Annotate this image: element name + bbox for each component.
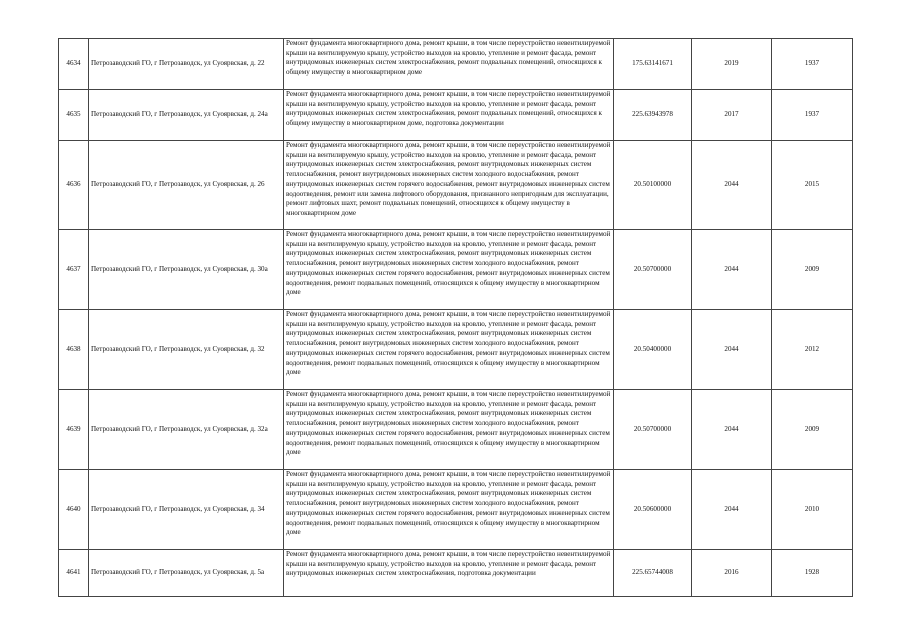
table-row — [59, 90, 853, 141]
build-year-cell: 2010 — [772, 470, 853, 550]
build-year-cell: 2009 — [772, 230, 853, 310]
build-year-cell: 1937 — [772, 90, 853, 141]
build-year-cell: 2015 — [772, 141, 853, 230]
plan-year-cell: 2044 — [692, 390, 772, 470]
cost-cell: 175.63141671 — [614, 39, 692, 90]
table-row — [59, 390, 853, 470]
row-number: 4635 — [59, 90, 89, 141]
works-cell: Ремонт фундамента многоквартирного дома, ремонт крыши, в том числе переустройство невентилируемой крыши на вентилируемую крышу, устройство выходов на кровлю, утепление и ремонт фасада, ремонт внутридомовых инженерных систем электроснабжения, подготовка документации — [284, 550, 614, 597]
works-cell: Ремонт фундамента многоквартирного дома, ремонт крыши, в том числе переустройство невентилируемой крыши на вентилируемую крышу, устройство выходов на кровлю, утепление и ремонт фасада, ремонт внутридомовых инженерных систем электроснабжения, ремонт подвальных помещений, относящихся к общему имуществу в многоквартирном доме — [284, 39, 614, 90]
plan-year-cell: 2044 — [692, 470, 772, 550]
address-cell: Петрозаводский ГО, г Петрозаводск, ул Суоярвская, д. 5а — [89, 550, 284, 597]
plan-year-cell: 2044 — [692, 230, 772, 310]
works-cell: Ремонт фундамента многоквартирного дома, ремонт крыши, в том числе переустройство невентилируемой крыши на вентилируемую крышу, устройство выходов на кровлю, утепление и ремонт фасада, ремонт внутридомовых инженерных систем электроснабжения, ремонт внутридомовых инженерных систем теплоснабжения, ремонт внутридомовых инженерных систем холодного водоснабжения, ремонт внутридомовых инженерных систем горячего водоснабжения, ремонт внутридомовых инженерных систем водоотведения, ремонт подвальных помещений, относящихся к общему имуществу в многоквартирном доме — [284, 310, 614, 390]
row-number: 4636 — [59, 141, 89, 230]
address-cell: Петрозаводский ГО, г Петрозаводск, ул Суоярвская, д. 30а — [89, 230, 284, 310]
table-row — [59, 39, 853, 90]
row-number: 4640 — [59, 470, 89, 550]
works-cell: Ремонт фундамента многоквартирного дома, ремонт крыши, в том числе переустройство невентилируемой крыши на вентилируемую крышу, устройство выходов на кровлю, утепление и ремонт фасада, ремонт внутридомовых инженерных систем электроснабжения, ремонт внутридомовых инженерных систем теплоснабжения, ремонт внутридомовых инженерных систем холодного водоснабжения, ремонт внутридомовых инженерных систем горячего водоснабжения, ремонт внутридомовых инженерных систем водоотведения, ремонт подвальных помещений, относящихся к общему имуществу в многоквартирном доме — [284, 470, 614, 550]
plan-year-cell: 2044 — [692, 310, 772, 390]
capital-repair-table — [58, 38, 853, 597]
build-year-cell: 2009 — [772, 390, 853, 470]
plan-year-cell: 2044 — [692, 141, 772, 230]
cost-cell: 20.50400000 — [614, 310, 692, 390]
cost-cell: 20.50700000 — [614, 390, 692, 470]
table-row — [59, 141, 853, 230]
cost-cell: 20.50100000 — [614, 141, 692, 230]
works-cell: Ремонт фундамента многоквартирного дома, ремонт крыши, в том числе переустройство невентилируемой крыши на вентилируемую крышу, устройство выходов на кровлю, утепление и ремонт фасада, ремонт внутридомовых инженерных систем электроснабжения, ремонт внутридомовых инженерных систем теплоснабжения, ремонт внутридомовых инженерных систем холодного водоснабжения, ремонт внутридомовых инженерных систем горячего водоснабжения, ремонт внутридомовых инженерных систем водоотведения, ремонт подвальных помещений, относящихся к общему имуществу в многоквартирном доме — [284, 230, 614, 310]
address-cell: Петрозаводский ГО, г Петрозаводск, ул Суоярвская, д. 26 — [89, 141, 284, 230]
cost-cell: 225.65744008 — [614, 550, 692, 597]
cost-cell: 225.63943978 — [614, 90, 692, 141]
plan-year-cell: 2019 — [692, 39, 772, 90]
plan-year-cell: 2017 — [692, 90, 772, 141]
address-cell: Петрозаводский ГО, г Петрозаводск, ул Суоярвская, д. 32а — [89, 390, 284, 470]
address-cell: Петрозаводский ГО, г Петрозаводск, ул Суоярвская, д. 34 — [89, 470, 284, 550]
works-cell: Ремонт фундамента многоквартирного дома, ремонт крыши, в том числе переустройство невентилируемой крыши на вентилируемую крышу, устройство выходов на кровлю, утепление и ремонт фасада, ремонт внутридомовых инженерных систем электроснабжения, ремонт внутридомовых инженерных систем теплоснабжения, ремонт внутридомовых инженерных систем холодного водоснабжения, ремонт внутридомовых инженерных систем горячего водоснабжения, ремонт внутридомовых инженерных систем водоотведения, ремонт подвальных помещений, относящихся к общему имуществу в многоквартирном доме — [284, 390, 614, 470]
row-number: 4641 — [59, 550, 89, 597]
table-row — [59, 230, 853, 310]
cost-cell: 20.50600000 — [614, 470, 692, 550]
address-cell: Петрозаводский ГО, г Петрозаводск, ул Суоярвская, д. 32 — [89, 310, 284, 390]
works-cell: Ремонт фундамента многоквартирного дома, ремонт крыши, в том числе переустройство невентилируемой крыши на вентилируемую крышу, устройство выходов на кровлю, утепление и ремонт фасада, ремонт внутридомовых инженерных систем электроснабжения, ремонт внутридомовых инженерных систем теплоснабжения, ремонт внутридомовых инженерных систем холодного водоснабжения, ремонт внутридомовых инженерных систем горячего водоснабжения, ремонт внутридомовых инженерных систем водоотведения, ремонт или замена лифтового оборудования, признанного непригодным для эксплуатации, ремонт лифтовых шахт, ремонт подвальных помещений, относящихся к общему имуществу в многоквартирном доме — [284, 141, 614, 230]
cost-cell: 20.50700000 — [614, 230, 692, 310]
row-number: 4638 — [59, 310, 89, 390]
row-number: 4637 — [59, 230, 89, 310]
table-row — [59, 550, 853, 597]
works-cell: Ремонт фундамента многоквартирного дома, ремонт крыши, в том числе переустройство невентилируемой крыши на вентилируемую крышу, устройство выходов на кровлю, утепление и ремонт фасада, ремонт внутридомовых инженерных систем электроснабжения, ремонт подвальных помещений, относящихся к общему имуществу в многоквартирном доме, подготовка документации — [284, 90, 614, 141]
table-row — [59, 310, 853, 390]
build-year-cell: 1928 — [772, 550, 853, 597]
address-cell: Петрозаводский ГО, г Петрозаводск, ул Суоярвская, д. 22 — [89, 39, 284, 90]
row-number: 4634 — [59, 39, 89, 90]
table-row — [59, 470, 853, 550]
build-year-cell: 1937 — [772, 39, 853, 90]
build-year-cell: 2012 — [772, 310, 853, 390]
address-cell: Петрозаводский ГО, г Петрозаводск, ул Суоярвская, д. 24а — [89, 90, 284, 141]
plan-year-cell: 2016 — [692, 550, 772, 597]
row-number: 4639 — [59, 390, 89, 470]
